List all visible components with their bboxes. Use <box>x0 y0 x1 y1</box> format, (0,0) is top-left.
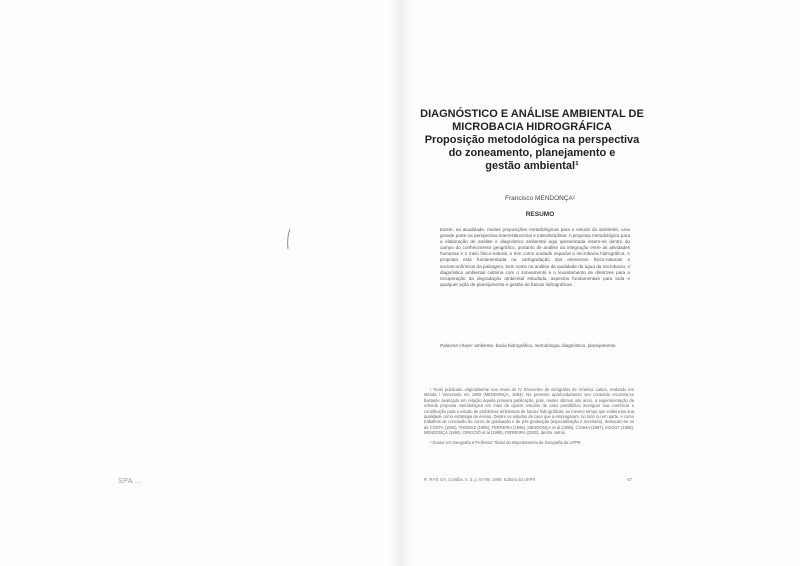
title-line: DIAGNÓSTICO E ANÁLISE AMBIENTAL DE <box>420 108 644 120</box>
keywords-text: ambiente, bacia hidrográfica, metodologia, diagnóstico, planejamento. <box>472 343 617 348</box>
footnote-2: ² Doutor em Geografia e Professor Titular do Departamento de Geografia da UFPR <box>430 439 581 445</box>
page-footer <box>424 477 632 485</box>
article-title <box>418 108 646 173</box>
abstract-heading: RESUMO <box>525 211 555 218</box>
footnotes <box>424 387 634 449</box>
keywords <box>440 343 630 349</box>
author-name: Francisco MENDONÇA² <box>504 195 576 202</box>
book-gutter <box>388 0 412 566</box>
title-line: MICROBACIA HIDROGRÁFICA <box>452 121 612 133</box>
corner-mark: SPA ... <box>118 478 143 485</box>
title-line: do zoneamento, planejamento e <box>448 147 616 159</box>
pencil-mark <box>286 228 292 250</box>
footnote-1: ¹ Texto publicado originalmente nos Anais do IV Encuentro de Geógrafos de América Latina, realizado em Mérida / Venezuela em 1993 (MENDONÇA, 1993). No presente aprofundamento seu conteúdo encontra-se bastante avançado em relação àquela primeira publicação, pois, nestes últimos oito anos, a experimentação da referida proposta metodológica em mais de quinze estudos de caso possibilitou averiguar sua coerência e contribuição para o estudo de problemas ambientais de bacias hidrográficas, ao mesmo tempo que evidenciou sua qualidade como estratégia de ensino. Dentre os estudos de caso que a empregaram, no todo ou em parte, e como trabalhos de conclusão de curso de graduação e de pós-graduação (especialização e mestrado), destacam-se os de COSTA (1992), THOMAZ (1995), FERREIRA (1995), MENDONÇA et al (1995), CUNHA (1997), KOOUT (1998), MENDONÇA (1998), GRIGGIO et al (1999), FERREIRA (2000), dentre outros. <box>424 387 634 436</box>
keywords-label: Palavras-chave: <box>440 343 473 348</box>
abstract-text: Existe, na atualidade, muitas proposições metodológicas para o estudo do ambiente, uma grande parte na perspectiva interinstitucional e interdisciplinar. A proposta metodológica para a elaboração de análise e diagnóstico ambiental aqui apresentada insere-se dentro do campo do conhecimento geográfico, portanto de análise da integração entre as atividades humanas e o meio físico-natural, e tem como unidade espacial a microbacia hidrográfica. A proposta está fundamentada na cartografação dos elementos físico-naturais e socioeconômicos da paisagem, bem como na análise da qualidade da água da microbacia; o diagnóstico ambiental culmina com o zoneamento e o levantamento de diretrizes para a recuperação da degradação ambiental estudada, aspectos fundamentais para toda e qualquer ação de planejamento e gestão de bacias hidrográficas. <box>440 227 630 287</box>
journal-citation: R. RA'E GA, Curitiba, n. 3, p. 67-89, 1999. Editora da UFPR <box>424 477 536 482</box>
title-line: Proposição metodológica na perspectiva <box>424 134 640 146</box>
title-line: gestão ambiental¹ <box>485 160 579 172</box>
page-number: 67 <box>627 477 632 482</box>
